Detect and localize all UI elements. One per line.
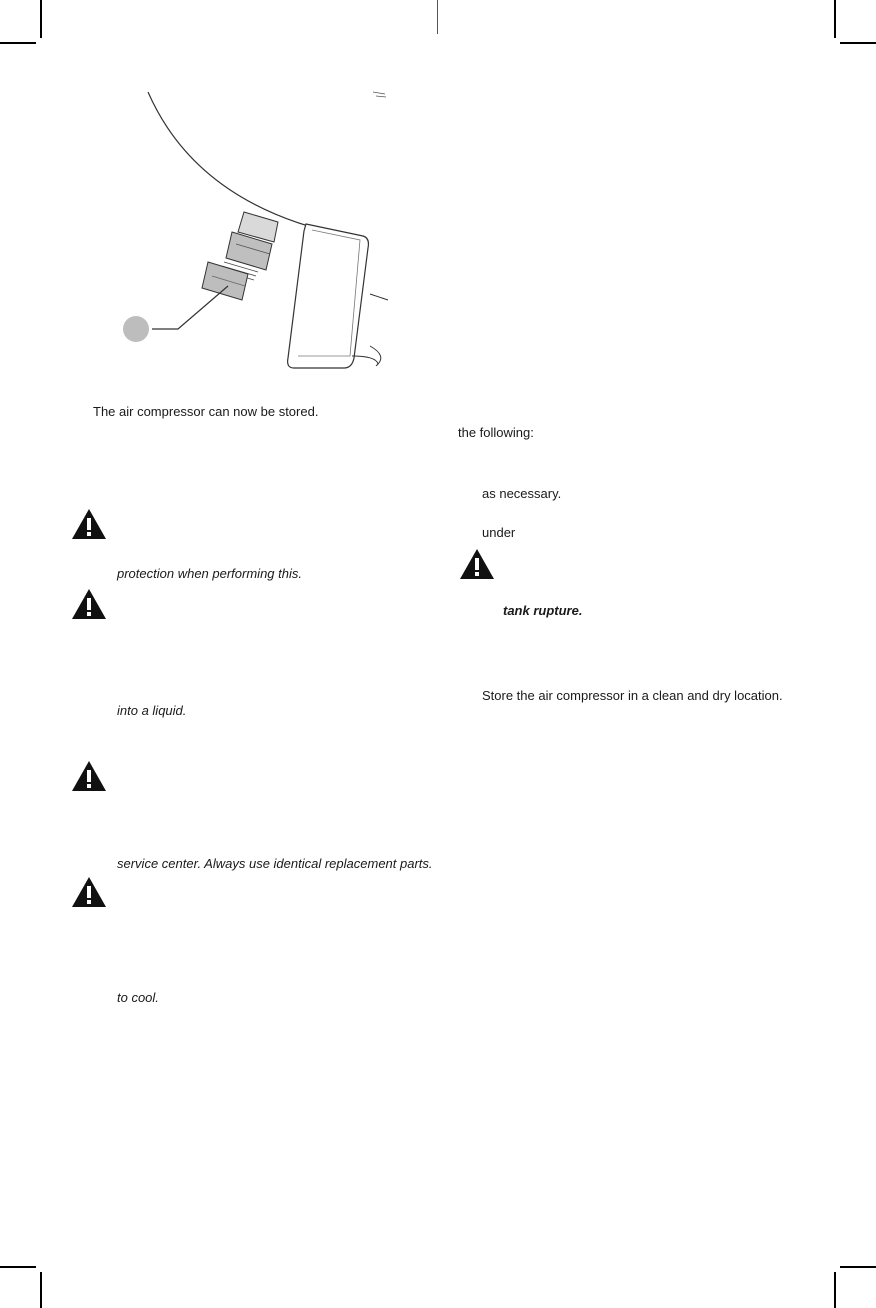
crop-mark <box>0 1266 36 1268</box>
crop-mark <box>834 0 836 38</box>
store-note: Store the air compressor in a clean and dry location. <box>482 688 783 703</box>
crop-mark <box>834 1272 836 1308</box>
warning-triangle-icon <box>71 876 107 908</box>
warning-triangle-icon <box>459 548 495 580</box>
crop-mark <box>840 42 876 44</box>
crop-mark <box>40 1272 42 1308</box>
warning-text-3: service center. Always use identical replacement parts. <box>117 856 433 871</box>
maintenance-item-2: under <box>482 525 516 540</box>
crop-mark <box>0 42 36 44</box>
maintenance-item-1: as necessary. <box>482 486 562 501</box>
callout-dot-icon <box>123 316 149 342</box>
warning-text-1: protection when performing this. <box>117 566 302 581</box>
tank-rupture-warning: tank rupture. <box>503 603 583 618</box>
warning-text-2: into a liquid. <box>117 703 187 718</box>
crop-mark <box>40 0 42 38</box>
warning-triangle-icon <box>71 508 107 540</box>
warning-triangle-icon <box>71 760 107 792</box>
stored-note: The air compressor can now be stored. <box>93 404 319 419</box>
crop-mark <box>840 1266 876 1268</box>
drain-valve-illustration <box>108 86 393 378</box>
maintenance-intro: the following: <box>458 425 534 440</box>
warning-text-4: to cool. <box>117 990 159 1005</box>
fold-line <box>437 0 438 34</box>
warning-triangle-icon <box>71 588 107 620</box>
